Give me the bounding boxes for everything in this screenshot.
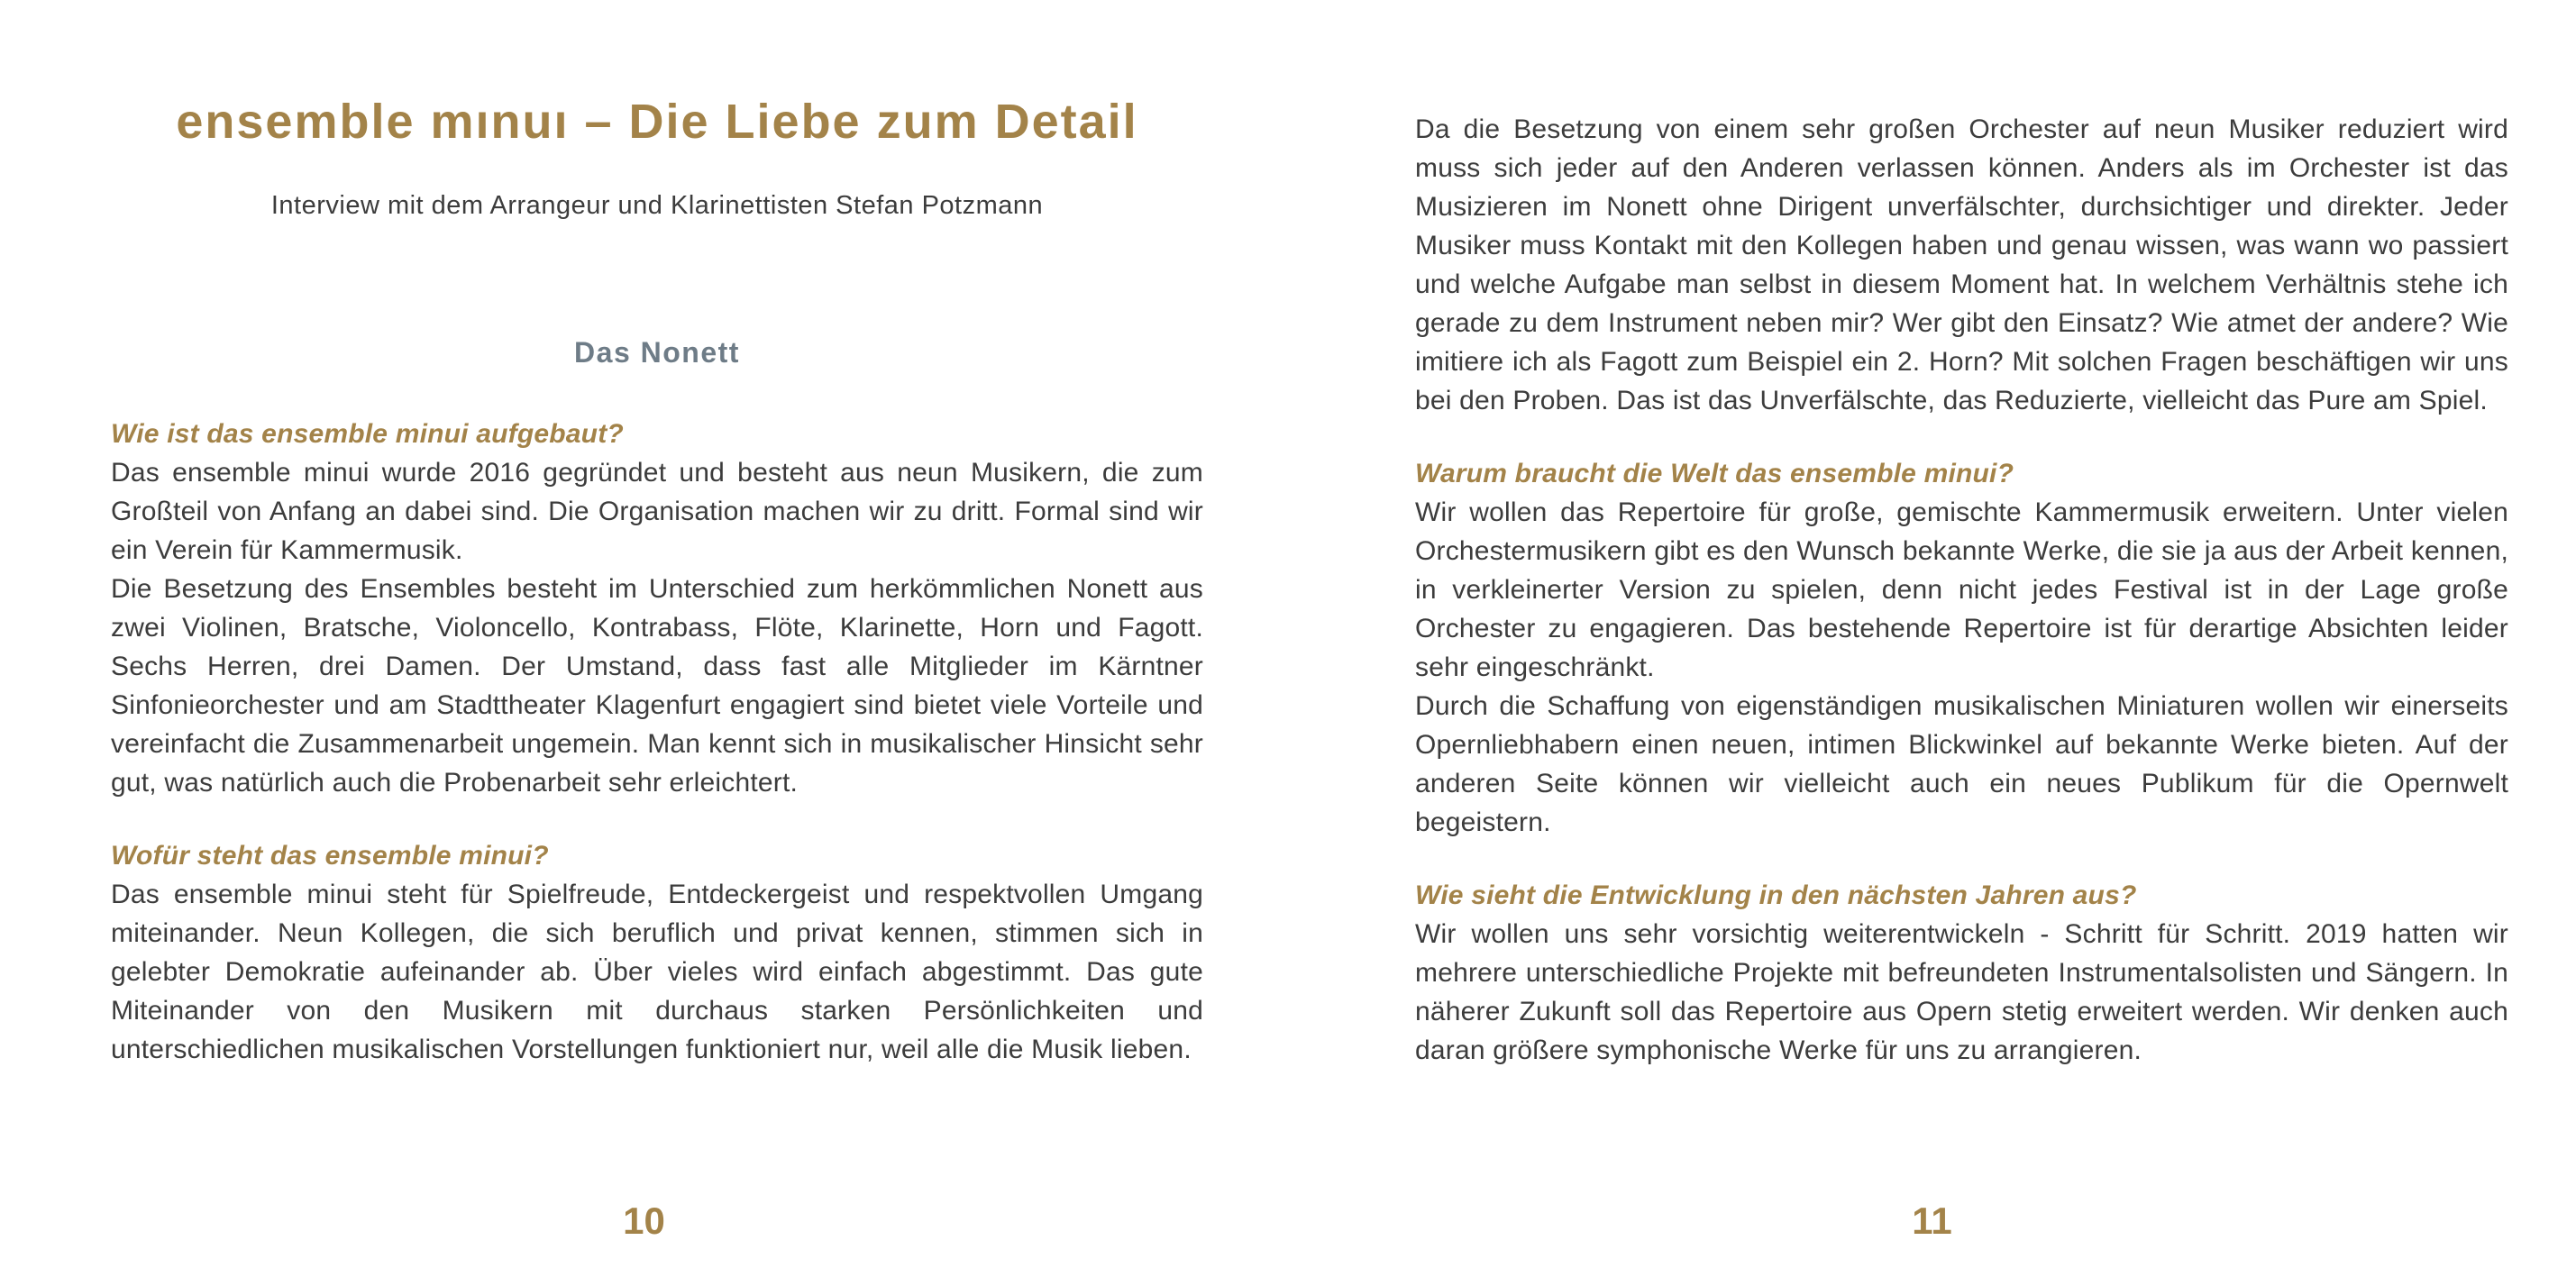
question-heading: Wie sieht die Entwicklung in den nächsten Jahren aus?	[1415, 880, 2137, 910]
answer	[111, 875, 1203, 1069]
page-number-right: 11	[1912, 1199, 1952, 1242]
answer	[111, 453, 1203, 802]
answer-paragraph: Durch die Schaffung von eigenständigen musikalischen Miniaturen wollen wir einerseits Opernliebhabern einen neuen, intimen Blickwinkel auf bekannte Werke bieten. Auf der anderen Seite können wir vielleicht auch ein neues Publikum für die Opernwelt begeistern.	[1415, 691, 2508, 837]
right-page	[1415, 0, 2508, 1070]
qa-block-warum	[1415, 454, 2508, 842]
intro	[1415, 110, 2508, 420]
answer-paragraph: Das ensemble minui wurde 2016 gegründet und besteht aus neun Musikern, die zum Großteil von Anfang an dabei sind. Die Organisation machen wir zu dritt. Formal sind wir ein Verein für Kammermusik.	[111, 457, 1203, 565]
qa-block-wofuer	[111, 836, 1203, 1069]
answer-paragraph: Die Besetzung des Ensembles besteht im Unterschied zum herkömmlichen Nonett aus zwei Violinen, Bratsche, Violoncello, Kontrabass, Flöte, Klarinette, Horn und Fagott. Sechs Herren, drei Damen. Der Umstand, dass fast alle Mitglieder im Kärntner Sinfonieorchester und am Stadttheater Klagenfurt engagiert sind bietet viele Vorteile und vereinfacht die Zusammenarbeit ungemein. Man kennt sich in musikalischer Hinsicht sehr gut, was natürlich auch die Probenarbeit sehr erleichtert.	[111, 573, 1203, 798]
answer-paragraph: Das ensemble minui steht für Spielfreude, Entdeckergeist und respektvollen Umgang miteinander. Neun Kollegen, die sich beruflich und privat kennen, stimmen sich in gelebter Demokratie aufeinander ab. Über vieles wird einfach abgestimmt. Das gute Miteinander von den Musikern mit durchaus starken Persönlichkeiten und unterschiedlichen musikalischen Vorstellungen funktioniert nur, weil alle die Musik lieben.	[111, 879, 1203, 1064]
page-title: ensemble mınuı – Die Liebe zum Detail	[176, 95, 1138, 149]
qa-block-entwicklung	[1415, 876, 2508, 1070]
qa-block-aufbau	[111, 415, 1203, 802]
answer	[1415, 493, 2508, 842]
answer-paragraph: Wir wollen uns sehr vorsichtig weiterentwickeln - Schritt für Schritt. 2019 hatten wir mehrere unterschiedliche Projekte mit befreundeten Instrumentalsolisten und Sängern. In näherer Zukunft soll das Repertoire aus Opern stetig erweitert werden. Wir denken auch daran größere symphonische Werke für uns zu arrangieren.	[1415, 919, 2508, 1065]
answer-paragraph: Wir wollen das Repertoire für große, gemischte Kammermusik erweitern. Unter vielen Orchestermusikern gibt es den Wunsch bekannte Werke, die sie ja aus der Arbeit kennen, in verkleinerter Version zu spielen, denn nicht jedes Festival ist in der Lage große Orchester zu engagieren. Das bestehende Repertoire ist für derartige Absichten leider sehr eingeschränkt.	[1415, 497, 2508, 682]
question-heading: Warum braucht die Welt das ensemble minui?	[1415, 459, 2014, 488]
left-page	[111, 0, 1203, 1069]
intro-paragraph: Da die Besetzung von einem sehr großen Orchester auf neun Musiker reduziert wird muss sich jeder auf den Anderen verlassen können. Anders als im Orchester ist das Musizieren im Nonett ohne Dirigent unverfälschter, durchsichtiger und direkter. Jeder Musiker muss Kontakt mit den Kollegen haben und genau wissen, was wann wo passiert und welche Aufgabe man selbst in diesem Moment hat. In welchem Verhältnis stehe ich gerade zu dem Instrument neben mir? Wer gibt den Einsatz? Wie atmet der andere? Wie imitiere ich als Fagott zum Beispiel ein 2. Horn? Mit solchen Fragen beschäftigen wir uns bei den Proben. Das ist das Unverfälschte, das Reduzierte, vielleicht das Pure am Spiel.	[1415, 114, 2508, 415]
page-subtitle: Interview mit dem Arrangeur und Klarinettisten Stefan Potzmann	[270, 191, 1044, 221]
question-heading: Wofür steht das ensemble minui?	[111, 840, 549, 871]
question-heading: Wie ist das ensemble minui aufgebaut?	[111, 418, 624, 449]
answer	[1415, 915, 2508, 1070]
page-number-left: 10	[623, 1199, 665, 1242]
section-heading-das-nonett: Das Nonett	[574, 336, 740, 369]
